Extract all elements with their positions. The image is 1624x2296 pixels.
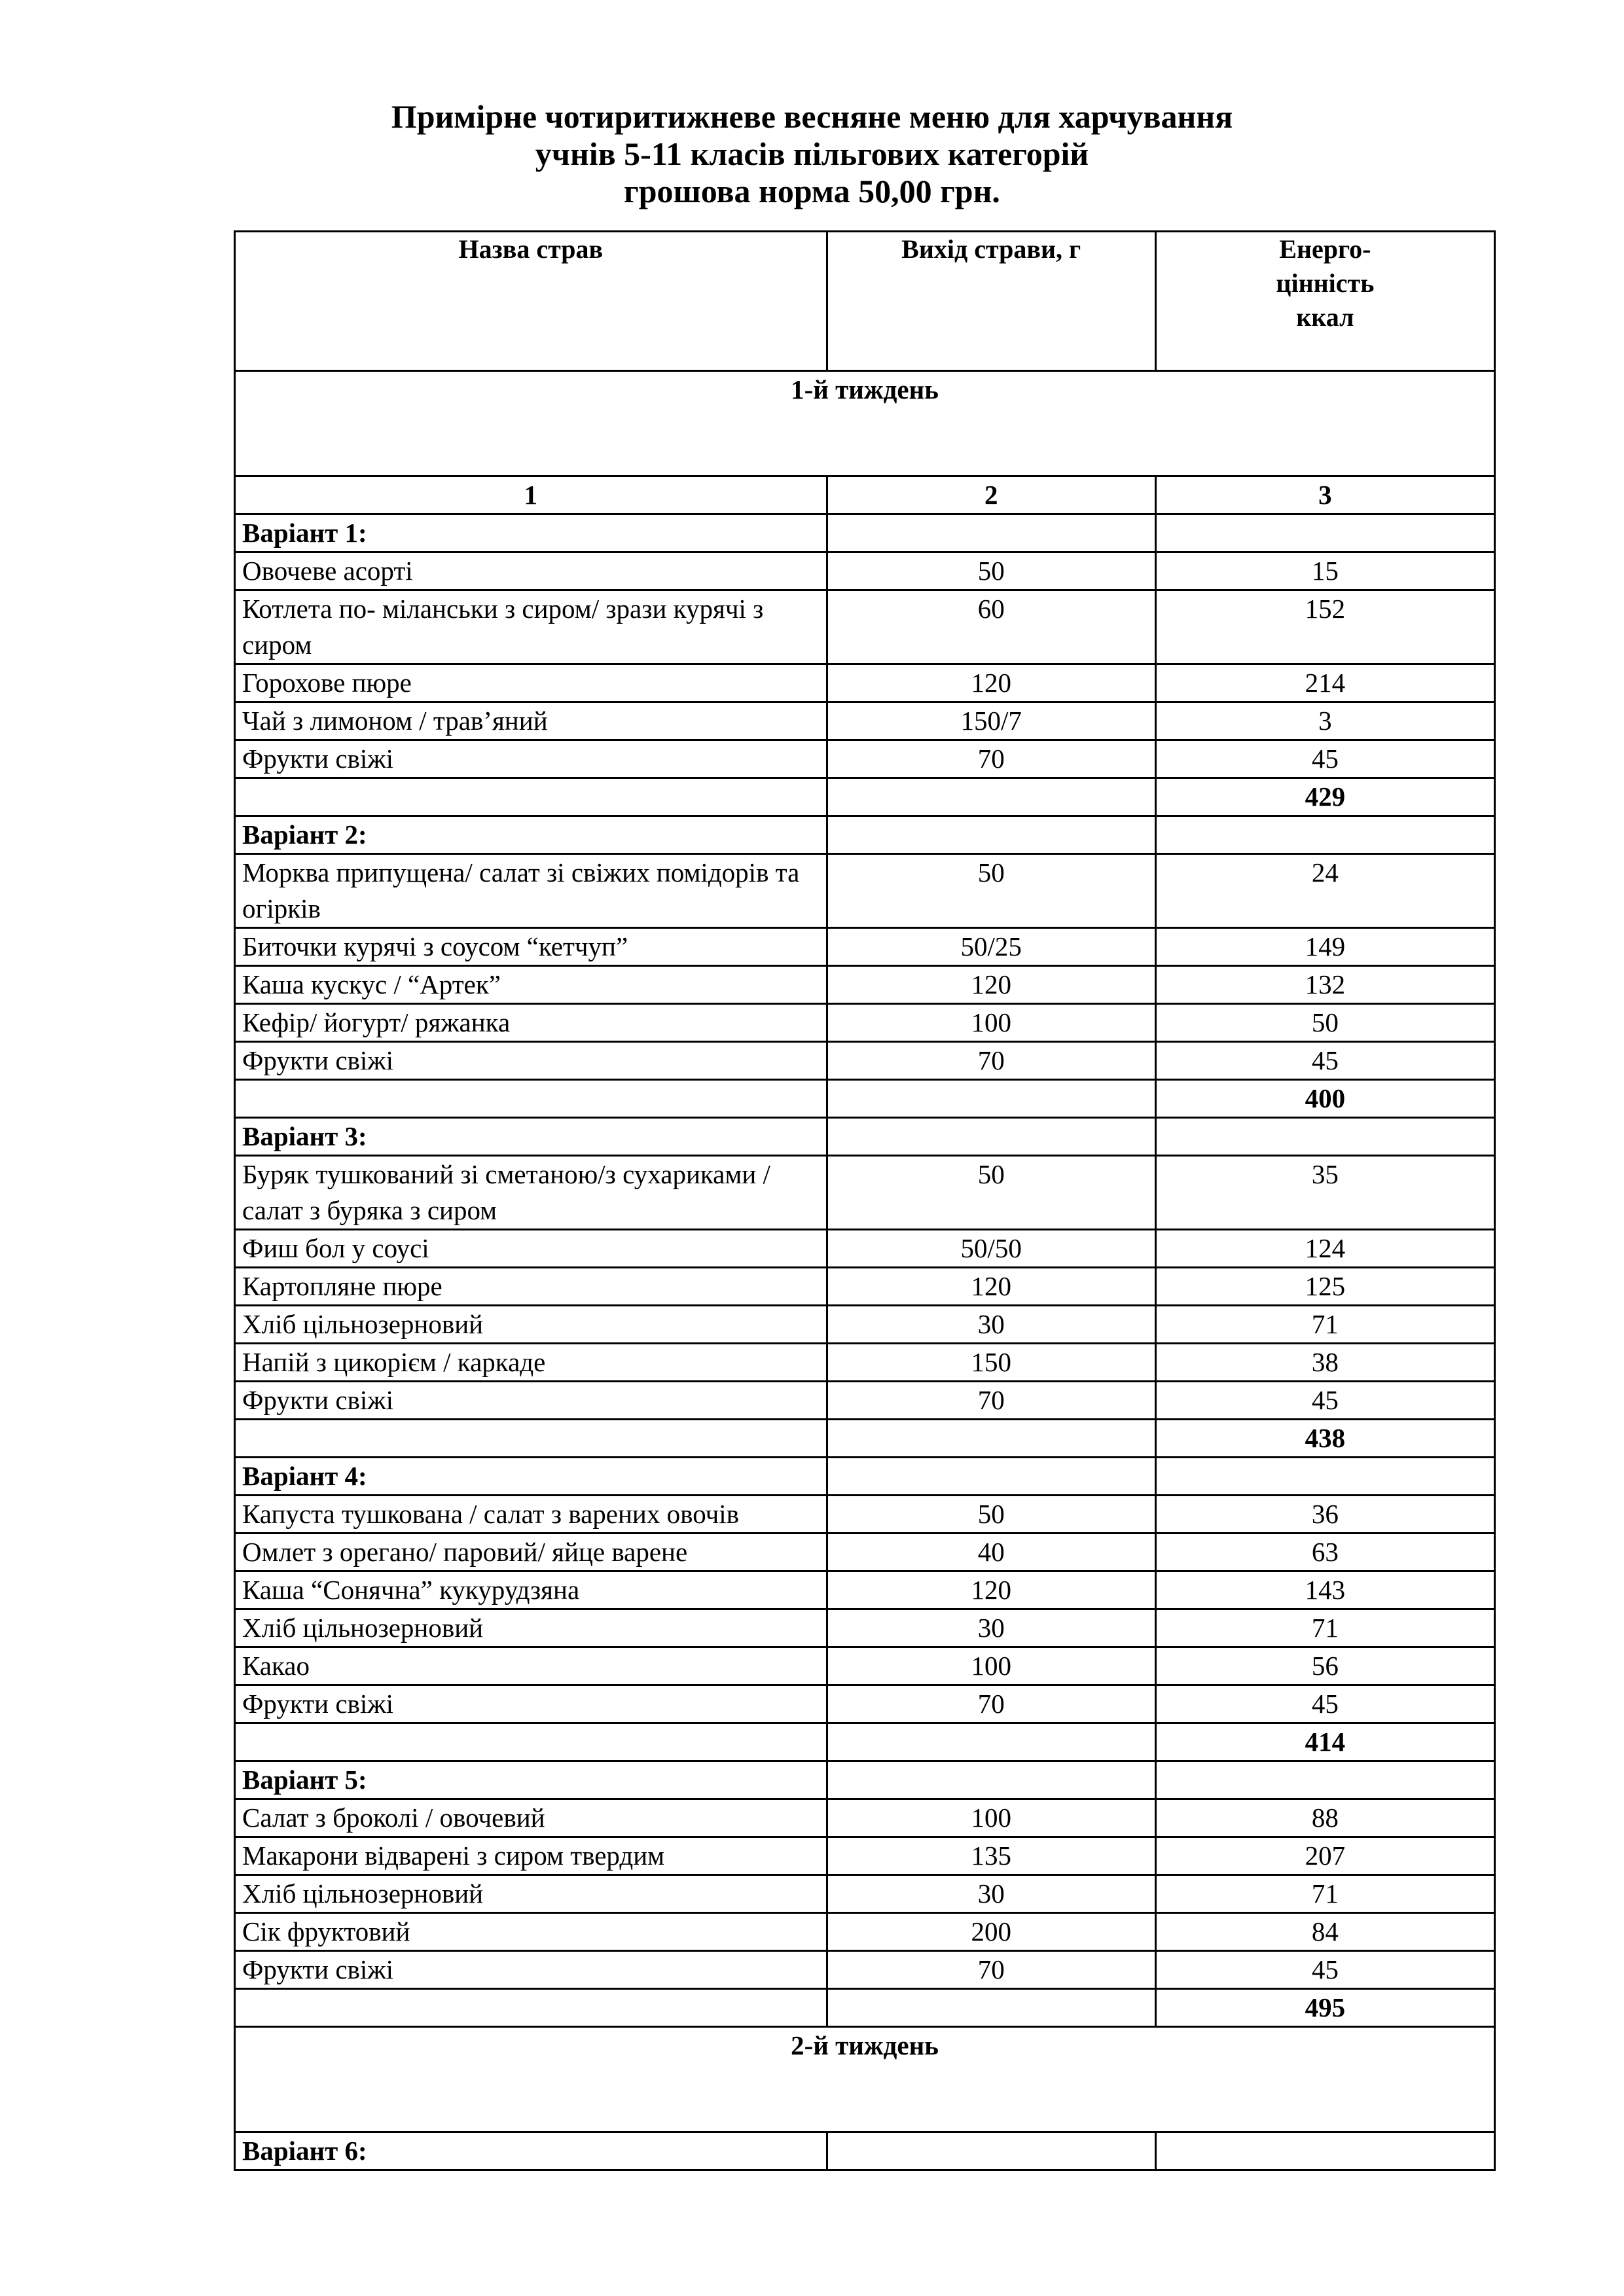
dish-kcal: 63: [1155, 1534, 1494, 1571]
empty-cell: [827, 1458, 1155, 1496]
dish-row: [235, 1875, 1495, 1913]
document-title: [0, 98, 1624, 210]
dish-row: [235, 854, 1495, 928]
dish-kcal: 84: [1155, 1913, 1494, 1951]
empty-cell: [827, 1723, 1155, 1761]
dish-output: 200: [827, 1913, 1155, 1951]
title-line-1: Примірне чотиритижневе весняне меню для харчування: [391, 98, 1233, 135]
total-row: [235, 1723, 1495, 1761]
title-line-3: грошова норма 50,00 грн.: [624, 173, 1000, 209]
dish-name: Каша “Сонячна” кукурудзяна: [235, 1571, 827, 1609]
dish-output: 50: [827, 1496, 1155, 1534]
dish-output: 50/25: [827, 928, 1155, 966]
dish-kcal: 36: [1155, 1496, 1494, 1534]
dish-kcal: 45: [1155, 1042, 1494, 1080]
empty-cell: [827, 1080, 1155, 1118]
dish-name: Морква припущена/ салат зі свіжих помідорів та огірків: [235, 854, 827, 928]
dish-kcal: 15: [1155, 552, 1494, 590]
dish-name: Салат з броколі / овочевий: [235, 1799, 827, 1837]
variant-row: [235, 1458, 1495, 1496]
dish-kcal: 35: [1155, 1156, 1494, 1230]
dish-name: Хліб цільнозерновий: [235, 1609, 827, 1647]
variant-total-kcal: 495: [1155, 1989, 1494, 2027]
variant-row: [235, 514, 1495, 552]
column-number: 2: [827, 476, 1155, 514]
dish-row: [235, 1799, 1495, 1837]
variant-total-kcal: 414: [1155, 1723, 1494, 1761]
dish-row: [235, 590, 1495, 664]
empty-cell: [827, 514, 1155, 552]
empty-cell: [827, 1420, 1155, 1458]
variant-label: Варіант 2:: [235, 816, 827, 854]
week-row: [235, 371, 1495, 476]
dish-output: 120: [827, 966, 1155, 1004]
variant-row: [235, 816, 1495, 854]
dish-name: Напій з цикорієм / каркаде: [235, 1344, 827, 1382]
empty-cell: [1155, 816, 1494, 854]
dish-row: [235, 1534, 1495, 1571]
dish-output: 135: [827, 1837, 1155, 1875]
empty-cell: [827, 2132, 1155, 2170]
empty-cell: [1155, 2132, 1494, 2170]
dish-row: [235, 1306, 1495, 1344]
empty-cell: [1155, 1458, 1494, 1496]
variant-label: Варіант 3:: [235, 1118, 827, 1156]
week-label: 1-й тиждень: [235, 371, 1495, 476]
dish-kcal: 207: [1155, 1837, 1494, 1875]
dish-row: [235, 1647, 1495, 1685]
dish-output: 30: [827, 1875, 1155, 1913]
dish-kcal: 71: [1155, 1875, 1494, 1913]
dish-kcal: 38: [1155, 1344, 1494, 1382]
dish-output: 40: [827, 1534, 1155, 1571]
dish-kcal: 45: [1155, 1951, 1494, 1989]
dish-name: Хліб цільнозерновий: [235, 1875, 827, 1913]
week-label: 2-й тиждень: [235, 2027, 1495, 2132]
dish-kcal: 24: [1155, 854, 1494, 928]
dish-output: 150: [827, 1344, 1155, 1382]
dish-output: 70: [827, 1382, 1155, 1420]
dish-row: [235, 966, 1495, 1004]
dish-name: Фрукти свіжі: [235, 740, 827, 778]
dish-name: Фрукти свіжі: [235, 1382, 827, 1420]
variant-row: [235, 1118, 1495, 1156]
dish-kcal: 124: [1155, 1230, 1494, 1268]
header-dish-name: Назва страв: [235, 232, 827, 371]
dish-row: [235, 1609, 1495, 1647]
dish-row: [235, 1913, 1495, 1951]
dish-row: [235, 664, 1495, 702]
dish-name: Какао: [235, 1647, 827, 1685]
variant-total-kcal: 438: [1155, 1420, 1494, 1458]
dish-name: Фрукти свіжі: [235, 1042, 827, 1080]
dish-row: [235, 552, 1495, 590]
variant-label: Варіант 1:: [235, 514, 827, 552]
dish-output: 50: [827, 854, 1155, 928]
dish-output: 50/50: [827, 1230, 1155, 1268]
dish-row: [235, 1496, 1495, 1534]
variant-label: Варіант 6:: [235, 2132, 827, 2170]
menu-table: [234, 230, 1496, 2171]
dish-row: [235, 1042, 1495, 1080]
dish-name: Горохове пюре: [235, 664, 827, 702]
dish-name: Фрукти свіжі: [235, 1685, 827, 1723]
variant-label: Варіант 5:: [235, 1761, 827, 1799]
dish-kcal: 132: [1155, 966, 1494, 1004]
total-row: [235, 1989, 1495, 2027]
dish-row: [235, 1156, 1495, 1230]
dish-row: [235, 1344, 1495, 1382]
dish-name: Каша кускус / “Артек”: [235, 966, 827, 1004]
empty-cell: [827, 778, 1155, 816]
dish-kcal: 71: [1155, 1609, 1494, 1647]
dish-output: 70: [827, 1685, 1155, 1723]
dish-row: [235, 1571, 1495, 1609]
header-output: Вихід страви, г: [827, 232, 1155, 371]
dish-kcal: 214: [1155, 664, 1494, 702]
dish-output: 60: [827, 590, 1155, 664]
dish-kcal: 125: [1155, 1268, 1494, 1306]
dish-output: 120: [827, 1268, 1155, 1306]
dish-name: Буряк тушкований зі сметаною/з сухариками / салат з буряка з сиром: [235, 1156, 827, 1230]
dish-name: Биточки курячі з соусом “кетчуп”: [235, 928, 827, 966]
dish-name: Чай з лимоном / трав’яний: [235, 702, 827, 740]
total-row: [235, 1080, 1495, 1118]
empty-cell: [1155, 514, 1494, 552]
dish-name: Фрукти свіжі: [235, 1951, 827, 1989]
empty-cell: [235, 1420, 827, 1458]
dish-output: 30: [827, 1306, 1155, 1344]
variant-total-kcal: 429: [1155, 778, 1494, 816]
dish-name: Хліб цільнозерновий: [235, 1306, 827, 1344]
total-row: [235, 1420, 1495, 1458]
dish-output: 100: [827, 1647, 1155, 1685]
empty-cell: [1155, 1118, 1494, 1156]
dish-name: Котлета по- міланськи з сиром/ зрази курячі з сиром: [235, 590, 827, 664]
dish-output: 100: [827, 1799, 1155, 1837]
dish-name: Капуста тушкована / салат з варених овочів: [235, 1496, 827, 1534]
title-line-2: учнів 5-11 класів пільгових категорій: [535, 135, 1089, 172]
header-energy: [1155, 232, 1494, 371]
empty-cell: [235, 778, 827, 816]
variant-row: [235, 2132, 1495, 2170]
dish-name: Омлет з орегано/ паровий/ яйце варене: [235, 1534, 827, 1571]
dish-row: [235, 928, 1495, 966]
dish-row: [235, 1268, 1495, 1306]
dish-output: 150/7: [827, 702, 1155, 740]
header-energy-line: ккал: [1296, 302, 1354, 332]
dish-kcal: 50: [1155, 1004, 1494, 1042]
variant-label: Варіант 4:: [235, 1458, 827, 1496]
variant-total-kcal: 400: [1155, 1080, 1494, 1118]
empty-cell: [827, 816, 1155, 854]
column-number: 3: [1155, 476, 1494, 514]
dish-output: 120: [827, 664, 1155, 702]
dish-kcal: 56: [1155, 1647, 1494, 1685]
dish-output: 70: [827, 740, 1155, 778]
dish-kcal: 3: [1155, 702, 1494, 740]
dish-output: 120: [827, 1571, 1155, 1609]
dish-row: [235, 1951, 1495, 1989]
empty-cell: [235, 1080, 827, 1118]
header-energy-line: Енерго-: [1279, 234, 1371, 264]
dish-row: [235, 1004, 1495, 1042]
dish-name: Сік фруктовий: [235, 1913, 827, 1951]
dish-output: 50: [827, 552, 1155, 590]
total-row: [235, 778, 1495, 816]
column-number-row: [235, 476, 1495, 514]
dish-kcal: 143: [1155, 1571, 1494, 1609]
dish-kcal: 71: [1155, 1306, 1494, 1344]
dish-row: [235, 1230, 1495, 1268]
empty-cell: [235, 1989, 827, 2027]
empty-cell: [235, 1723, 827, 1761]
dish-name: Макарони відварені з сиром твердим: [235, 1837, 827, 1875]
dish-kcal: 45: [1155, 1685, 1494, 1723]
dish-row: [235, 1382, 1495, 1420]
dish-row: [235, 702, 1495, 740]
header-energy-line: цінність: [1276, 268, 1375, 298]
dish-name: Фиш бол у соусі: [235, 1230, 827, 1268]
empty-cell: [827, 1118, 1155, 1156]
dish-row: [235, 1685, 1495, 1723]
dish-kcal: 45: [1155, 740, 1494, 778]
variant-row: [235, 1761, 1495, 1799]
dish-kcal: 45: [1155, 1382, 1494, 1420]
empty-cell: [827, 1989, 1155, 2027]
empty-cell: [1155, 1761, 1494, 1799]
dish-kcal: 152: [1155, 590, 1494, 664]
dish-name: Кефір/ йогурт/ ряжанка: [235, 1004, 827, 1042]
column-number: 1: [235, 476, 827, 514]
dish-output: 70: [827, 1042, 1155, 1080]
week-row: [235, 2027, 1495, 2132]
dish-output: 70: [827, 1951, 1155, 1989]
dish-output: 100: [827, 1004, 1155, 1042]
dish-output: 50: [827, 1156, 1155, 1230]
dish-row: [235, 740, 1495, 778]
header-row: [235, 232, 1495, 371]
dish-name: Картопляне пюре: [235, 1268, 827, 1306]
dish-kcal: 88: [1155, 1799, 1494, 1837]
empty-cell: [827, 1761, 1155, 1799]
dish-name: Овочеве асорті: [235, 552, 827, 590]
dish-output: 30: [827, 1609, 1155, 1647]
dish-row: [235, 1837, 1495, 1875]
dish-kcal: 149: [1155, 928, 1494, 966]
